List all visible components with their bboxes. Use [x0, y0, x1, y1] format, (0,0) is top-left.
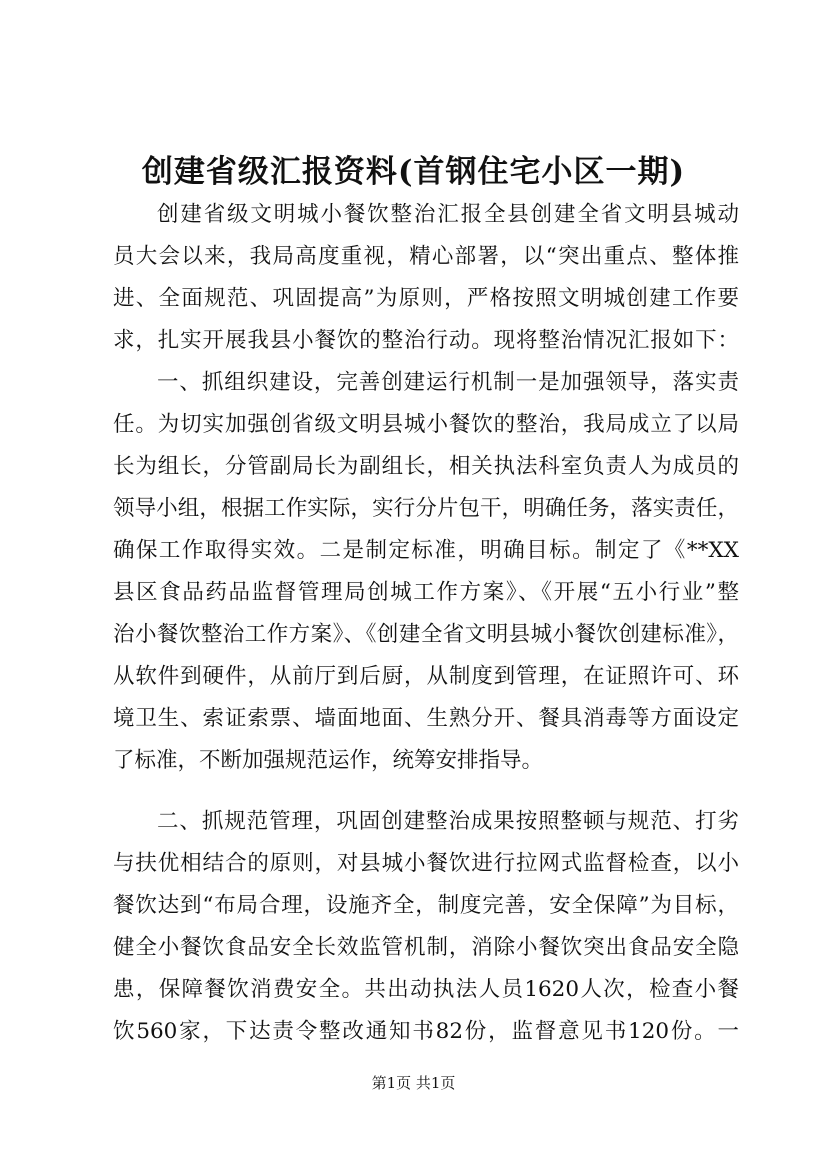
- text-line: 治小餐饮整治工作方案》、《创建全省文明县城小餐饮创建标准》，: [113, 622, 739, 647]
- text-line: 了标准，不断加强规范运作，统筹安排指导。: [113, 748, 544, 773]
- text-line: 二、抓规范管理，巩固创建整治成果按照整顿与规范、打劣: [157, 809, 739, 834]
- text-line: 从软件到硬件，从前厅到后厨，从制度到管理，在证照许可、环: [113, 664, 739, 689]
- text-line: 境卫生、索证索票、墙面地面、生熟分开、餐具消毒等方面设定: [113, 706, 739, 731]
- text-line: 进、全面规范、巩固提高”为原则，严格按照文明城创建工作要: [113, 286, 739, 311]
- document-body: [113, 194, 739, 1053]
- text-line: 任。为切实加强创省级文明县城小餐饮的整治，我局成立了以局: [113, 412, 739, 437]
- text-line: 一、抓组织建设，完善创建运行机制一是加强领导，落实责: [157, 370, 739, 395]
- text-line: 领导小组，根据工作实际，实行分片包干，明确任务，落实责任，: [113, 496, 739, 521]
- text-line: 长为组长，分管副局长为副组长，相关执法科室负责人为成员的: [113, 454, 739, 479]
- text-line: 饮560家，下达责令整改通知书82份，监督意见书120份。一: [113, 1019, 739, 1044]
- text-line: 县区食品药品监督管理局创城工作方案》、《开展“五小行业”整: [113, 580, 739, 605]
- text-line: 确保工作取得实效。二是制定标准，明确目标。制定了《**XX: [113, 538, 739, 563]
- document-title: 创建省级汇报资料(首钢住宅小区一期): [141, 154, 686, 190]
- text-line: 员大会以来，我局高度重视，精心部署，以“突出重点、整体推: [113, 244, 739, 269]
- text-line: 求，扎实开展我县小餐饮的整治行动。现将整治情况汇报如下：: [113, 328, 739, 353]
- text-line: 餐饮达到“布局合理，设施齐全，制度完善，安全保障”为目标，: [113, 893, 739, 918]
- text-line: 患，保障餐饮消费安全。共出动执法人员1620人次，检查小餐: [113, 977, 739, 1002]
- paragraph-spacer: [113, 782, 739, 801]
- paragraph-3: [113, 801, 739, 1053]
- text-line: 与扶优相结合的原则，对县城小餐饮进行拉网式监督检查，以小: [113, 851, 739, 876]
- paragraph-2: [113, 362, 739, 782]
- text-line: 创建省级文明城小餐饮整治汇报全县创建全省文明县城动: [157, 202, 739, 227]
- text-line: 健全小餐饮食品安全长效监管机制，消除小餐饮突出食品安全隐: [113, 935, 739, 960]
- paragraph-1: [113, 194, 739, 362]
- page-number-footer: 第1页 共1页: [371, 1074, 456, 1092]
